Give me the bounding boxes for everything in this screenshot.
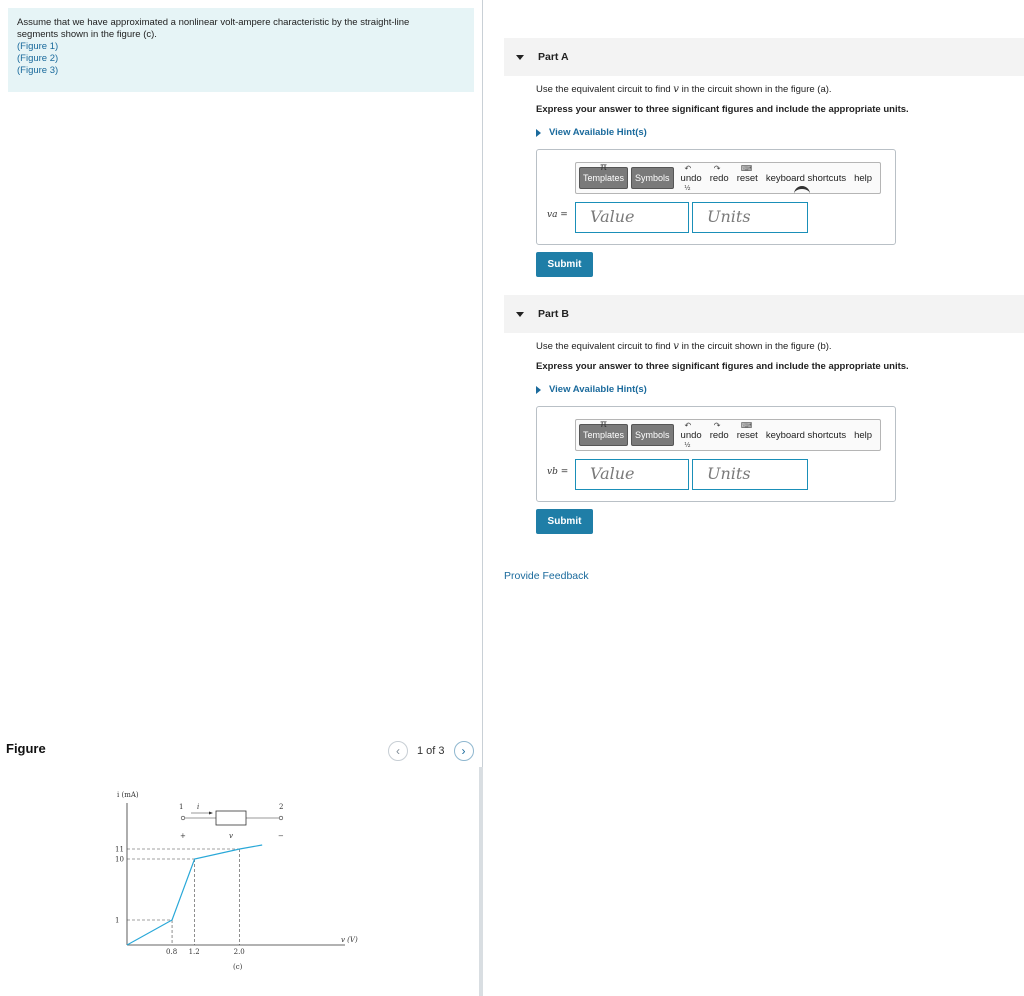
- terminal-1-node: [181, 816, 185, 820]
- question-text-pre: Use the equivalent circuit to find: [536, 341, 674, 352]
- part-b-answer-box: [536, 406, 896, 502]
- keyboard-icon: ⌨: [740, 420, 753, 430]
- y-tick-label-11: 11: [115, 845, 124, 854]
- help-label: help: [854, 172, 873, 184]
- math-toolbar: [575, 162, 881, 194]
- x-tick-label-0.8: 0.8: [166, 948, 178, 956]
- question-text-pre: Use the equivalent circuit to find: [536, 84, 674, 95]
- problem-text-line-1: Assume that we have approximated a nonlinear volt-ampere characteristic by the straight-line: [17, 17, 410, 28]
- prev-figure-button[interactable]: [388, 741, 408, 761]
- templates-label: Templates: [583, 430, 625, 440]
- redo-arrow-icon: ↷: [713, 420, 721, 430]
- fraction-icon: ½: [684, 441, 691, 449]
- undo-arrow-icon: ↶: [684, 163, 692, 173]
- math-toolbar: [575, 419, 881, 451]
- part-a-submit-button[interactable]: Submit: [536, 252, 593, 277]
- symbols-label: Symbols: [635, 173, 670, 183]
- question-variable: v: [673, 84, 679, 95]
- collapse-caret-icon: [516, 55, 524, 60]
- pi-icon: π: [600, 162, 607, 173]
- shortcuts-label: keyboard shortcuts: [765, 172, 847, 184]
- circuit-inset: [179, 803, 284, 840]
- figure-scrollbar[interactable]: [479, 767, 483, 996]
- voltage-label: v: [229, 832, 233, 840]
- help-button[interactable]: [854, 173, 872, 184]
- hint-label: View Available Hint(s): [549, 127, 647, 138]
- answer-column: [504, 0, 1024, 996]
- current-arrowhead: [209, 812, 213, 815]
- part-a-title: Part A: [538, 51, 569, 63]
- units-input[interactable]: Units: [692, 459, 808, 490]
- reset-label: reset: [736, 172, 758, 184]
- value-input[interactable]: Value: [575, 202, 689, 233]
- figure-1-link[interactable]: (Figure 1): [17, 41, 59, 52]
- collapse-caret-icon: [516, 312, 524, 317]
- expand-triangle-icon: [536, 386, 541, 394]
- question-text-post: in the circuit shown in the figure (a).: [678, 84, 832, 95]
- redo-button[interactable]: [709, 420, 729, 441]
- vb-label: vb =: [547, 467, 569, 477]
- redo-button[interactable]: [709, 163, 729, 184]
- question-variable: v: [673, 341, 679, 352]
- figure-2-link[interactable]: (Figure 2): [17, 53, 59, 64]
- undo-button[interactable]: [680, 163, 702, 192]
- terminal-2-node: [279, 816, 283, 820]
- redo-label: redo: [709, 429, 729, 441]
- nonlinear-element-box: [216, 811, 246, 825]
- y-tick-label-10: 10: [115, 855, 124, 864]
- problem-column: [0, 0, 482, 996]
- chevron-left-icon: ‹: [396, 744, 400, 758]
- part-a-question: [536, 84, 832, 95]
- figure-pager: [388, 741, 474, 761]
- part-b-header[interactable]: [504, 295, 1024, 333]
- terminal-2-label: 2: [279, 803, 284, 811]
- undo-arrow-icon: ↶: [684, 420, 692, 430]
- redo-label: redo: [709, 172, 729, 184]
- figure-caption: (c): [233, 963, 243, 971]
- undo-label: undo: [680, 429, 702, 441]
- part-a-instruction: Express your answer to three significant figures and include the appropriate units.: [536, 104, 909, 115]
- figure-3-link[interactable]: (Figure 3): [17, 65, 59, 76]
- y-tick-label-1: 1: [115, 916, 120, 925]
- keyboard-shortcuts-button[interactable]: [766, 430, 846, 441]
- undo-button[interactable]: [680, 420, 702, 449]
- part-b-title: Part B: [538, 308, 569, 320]
- undo-label: undo: [680, 172, 702, 184]
- minus-sign: −: [278, 832, 284, 840]
- help-button[interactable]: [854, 430, 872, 441]
- templates-button[interactable]: [579, 162, 628, 189]
- value-input[interactable]: Value: [575, 459, 689, 490]
- shortcuts-label: keyboard shortcuts: [765, 429, 847, 441]
- reset-button[interactable]: [736, 163, 758, 184]
- part-a-answer-box: [536, 149, 896, 245]
- provide-feedback-link[interactable]: Provide Feedback: [504, 570, 589, 582]
- plus-sign: +: [180, 832, 186, 840]
- part-b-submit-button[interactable]: Submit: [536, 509, 593, 534]
- hint-label: View Available Hint(s): [549, 384, 647, 395]
- x-tick-label-1.2: 1.2: [188, 948, 200, 956]
- symbols-button[interactable]: [631, 424, 674, 446]
- problem-text-line-2: segments shown in the figure (c).: [17, 29, 157, 40]
- problem-statement: [8, 8, 474, 92]
- templates-label: Templates: [583, 173, 625, 183]
- current-label: i: [197, 803, 200, 811]
- figure-panel-title: Figure: [6, 741, 46, 756]
- part-b-question: [536, 341, 832, 352]
- help-label: help: [854, 429, 873, 441]
- chevron-right-icon: ›: [461, 744, 466, 758]
- part-a-hint-toggle[interactable]: [536, 127, 647, 138]
- part-b-hint-toggle[interactable]: [536, 384, 647, 395]
- part-a-header[interactable]: [504, 38, 1024, 76]
- x-tick-label-2: 2.0: [233, 948, 245, 956]
- fraction-icon: ½: [684, 184, 691, 192]
- va-label: va =: [547, 210, 568, 220]
- pi-icon: π: [600, 419, 607, 430]
- question-text-post: in the circuit shown in the figure (b).: [678, 341, 832, 352]
- keyboard-icon: ⌨: [740, 163, 753, 173]
- arch-icon: [794, 186, 810, 194]
- next-figure-button[interactable]: [454, 741, 474, 761]
- figure-page-indicator: 1 of 3: [417, 745, 445, 757]
- expand-triangle-icon: [536, 129, 541, 137]
- redo-arrow-icon: ↷: [713, 163, 721, 173]
- part-b-instruction: Express your answer to three significant figures and include the appropriate units.: [536, 361, 909, 372]
- terminal-1-label: 1: [179, 803, 184, 811]
- chart-layer: [115, 845, 262, 956]
- keyboard-shortcuts-button[interactable]: [766, 173, 846, 184]
- units-input[interactable]: Units: [692, 202, 808, 233]
- y-axis-label: i (mA): [117, 791, 139, 799]
- reset-label: reset: [736, 429, 758, 441]
- symbols-label: Symbols: [635, 430, 670, 440]
- x-axis-label: v (V): [341, 936, 358, 944]
- reset-button[interactable]: [736, 420, 758, 441]
- templates-button[interactable]: [579, 419, 628, 446]
- figure-c-graph: [105, 785, 375, 975]
- symbols-button[interactable]: [631, 167, 674, 189]
